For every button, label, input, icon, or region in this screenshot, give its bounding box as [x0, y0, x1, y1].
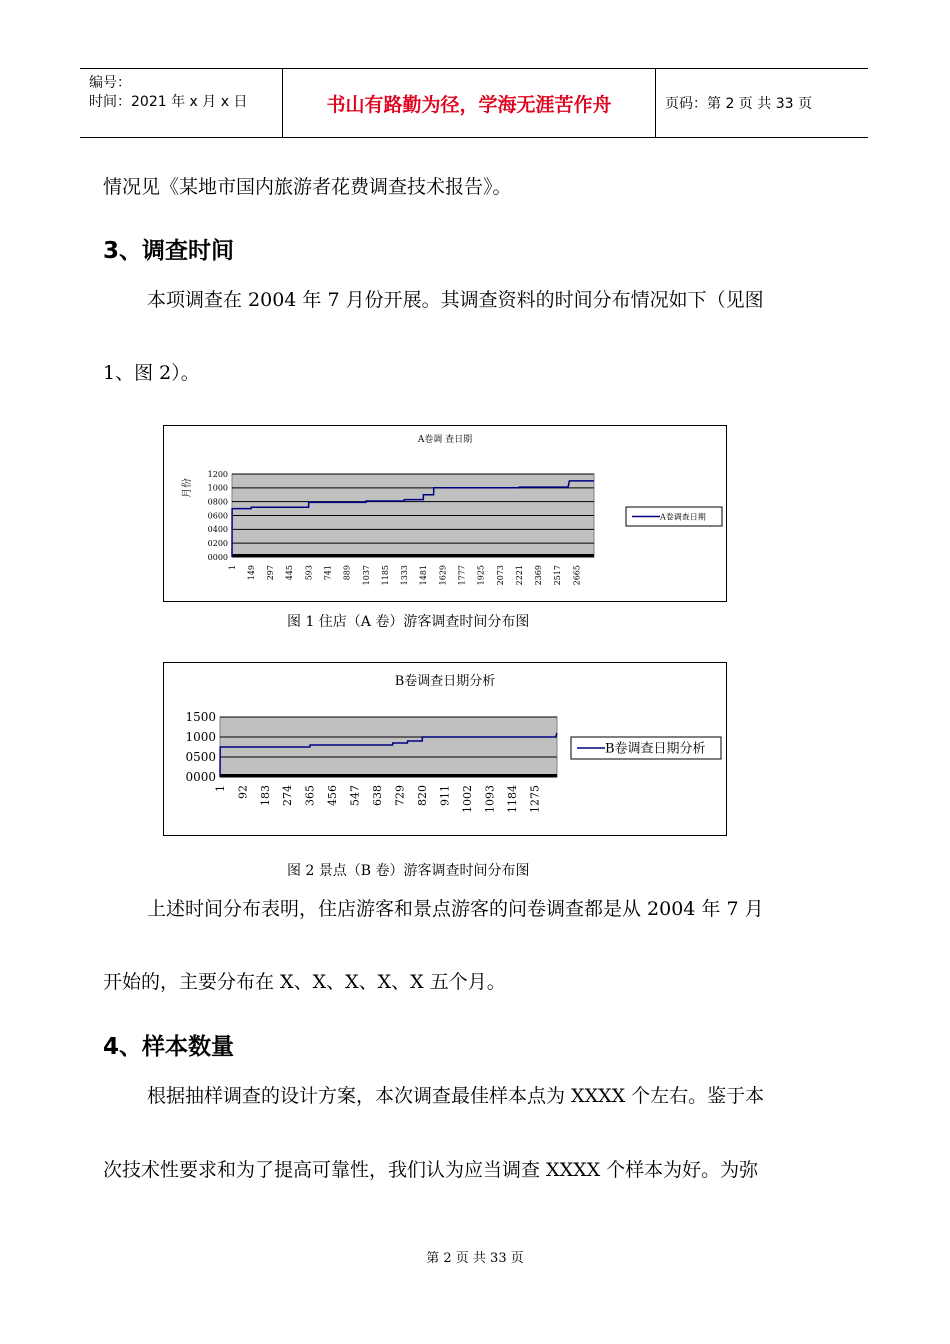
x-tick-label: 1777: [457, 565, 467, 586]
paragraph-line: 上述时间分布表明，住店游客和景点游客的问卷调查都是从 2004 年 7 月: [147, 898, 764, 920]
x-tick-label: 1333: [400, 565, 410, 586]
chart-a: [163, 425, 727, 602]
x-tick-label: 1037: [361, 565, 371, 586]
x-tick-label: 1925: [476, 565, 486, 586]
y-tick-label: 1200: [207, 469, 228, 479]
x-tick-label: 2221: [514, 565, 524, 586]
figure-caption-1: 图 1 住店（A 卷）游客调查时间分布图: [287, 614, 530, 630]
y-tick-label: 0600: [207, 511, 228, 521]
x-tick-label: 365: [303, 785, 317, 806]
x-tick-label: 297: [266, 565, 276, 581]
x-tick-label: 1629: [438, 565, 448, 586]
y-tick-label: 0000: [185, 770, 216, 785]
chart-title: A卷调 查日期: [417, 435, 473, 445]
x-tick-label: 445: [285, 565, 295, 581]
x-tick-label: 1481: [419, 565, 429, 586]
x-tick-label: 1185: [380, 565, 390, 586]
paragraph-line: 情况见《某地市国内旅游者花费调查技术报告》。: [103, 176, 512, 198]
y-tick-label: 0500: [185, 750, 216, 765]
chart-a-svg: [164, 426, 726, 601]
x-tick-label: 2369: [534, 565, 544, 586]
y-axis-label: 月份: [182, 478, 193, 498]
y-tick-label: 0800: [207, 497, 228, 507]
x-tick-label: 729: [393, 785, 407, 806]
paragraph-line: 次技术性要求和为了提高可靠性，我们认为应当调查 XXXX 个样本为好。为弥: [103, 1159, 759, 1181]
x-tick-label: 889: [342, 565, 352, 581]
x-tick-label: 741: [323, 565, 333, 581]
x-tick-label: 593: [304, 565, 314, 581]
page-info-text: 页码：第 2 页 共 33 页: [665, 96, 812, 112]
x-tick-label: 2665: [572, 565, 582, 586]
y-tick-label: 0400: [207, 525, 228, 535]
y-tick-label: 1000: [185, 730, 216, 745]
x-tick-label: 638: [371, 785, 385, 806]
x-tick-label: 274: [281, 785, 295, 806]
x-tick-label: 2517: [553, 565, 563, 586]
paragraph-line: 开始的，主要分布在 X、X、X、X、X 五个月。: [103, 971, 506, 993]
x-tick-label: 1002: [460, 785, 474, 813]
doc-date-label: 时间：2021 年 x 月 x 日: [89, 94, 248, 110]
x-tick-label: 2073: [495, 565, 505, 586]
x-axis-band: [232, 554, 594, 557]
x-tick-label: 183: [258, 785, 272, 806]
header-meta: [80, 69, 282, 137]
legend-label: B卷调查日期分析: [605, 741, 706, 757]
x-tick-label: 1: [213, 785, 227, 792]
chart-b: [163, 662, 727, 836]
header-page-info: [655, 69, 868, 137]
paragraph-line: 本项调查在 2004 年 7 月份开展。其调查资料的时间分布情况如下（见图: [147, 289, 764, 311]
x-tick-label: 92: [236, 785, 250, 799]
page-header: [80, 68, 868, 138]
x-tick-label: 547: [348, 785, 362, 806]
section-heading-3: 3、调查时间: [103, 238, 235, 264]
paragraph-line: 1、图 2）。: [103, 362, 200, 384]
section-heading-4: 4、样本数量: [103, 1034, 235, 1060]
figure-caption-2: 图 2 景点（B 卷）游客调查时间分布图: [287, 863, 530, 879]
y-tick-label: 0000: [207, 552, 228, 562]
chart-b-svg: [164, 663, 726, 835]
x-tick-label: 1275: [528, 785, 542, 813]
y-tick-label: 1000: [207, 483, 228, 493]
legend-label: A卷调查日期: [660, 512, 706, 522]
x-tick-label: 1093: [483, 785, 497, 813]
x-tick-label: 149: [246, 565, 256, 581]
x-tick-label: 456: [326, 785, 340, 806]
y-tick-label: 1500: [185, 710, 216, 725]
x-tick-label: 1: [227, 565, 237, 571]
doc-number-label: 编号：: [89, 75, 131, 91]
x-tick-label: 820: [416, 785, 430, 806]
x-tick-label: 911: [438, 785, 452, 806]
chart-title: B卷调查日期分析: [394, 674, 496, 689]
page-footer: 第 2 页 共 33 页: [426, 1251, 524, 1266]
x-tick-label: 1184: [505, 785, 519, 813]
paragraph-line: 根据抽样调查的设计方案，本次调查最佳样本点为 XXXX 个左右。鉴于本: [147, 1085, 765, 1107]
header-motto: 书山有路勤为径，学海无涯苦作舟: [282, 69, 656, 137]
x-axis-band: [220, 774, 557, 777]
y-tick-label: 0200: [207, 538, 228, 548]
